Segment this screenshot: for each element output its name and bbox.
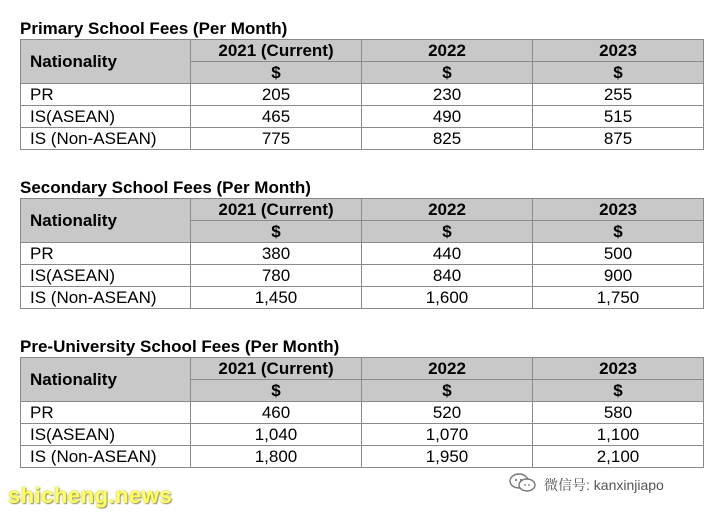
fees-table (20, 357, 704, 468)
year-header: 2023 (533, 358, 704, 380)
table-row (21, 265, 704, 287)
fee-cell: 1,600 (362, 287, 533, 309)
table-row (21, 243, 704, 265)
table-row (21, 106, 704, 128)
secondary-fees-section (20, 178, 704, 309)
currency-header: $ (362, 380, 533, 402)
nationality-header: Nationality (21, 358, 191, 402)
row-label: IS (Non-ASEAN) (21, 446, 191, 468)
section-title: Pre-University School Fees (Per Month) (20, 337, 340, 356)
table-row (21, 402, 704, 424)
fee-cell: 380 (191, 243, 362, 265)
year-header: 2023 (533, 199, 704, 221)
fee-cell: 1,040 (191, 424, 362, 446)
currency-header: $ (191, 221, 362, 243)
fee-cell: 465 (191, 106, 362, 128)
wechat-icon (508, 472, 538, 497)
row-label: IS (Non-ASEAN) (21, 287, 191, 309)
row-label: IS(ASEAN) (21, 106, 191, 128)
fee-cell: 460 (191, 402, 362, 424)
table-row (21, 424, 704, 446)
fee-cell: 840 (362, 265, 533, 287)
fees-table (20, 198, 704, 309)
fee-cell: 580 (533, 402, 704, 424)
year-header: 2021 (Current) (191, 199, 362, 221)
pre-university-fees-section (20, 337, 704, 468)
currency-header: $ (533, 62, 704, 84)
year-header: 2021 (Current) (191, 40, 362, 62)
watermark-left: shicheng.news (8, 483, 173, 508)
fee-cell: 490 (362, 106, 533, 128)
fee-cell: 205 (191, 84, 362, 106)
fee-cell: 1,070 (362, 424, 533, 446)
row-label: PR (21, 243, 191, 265)
fee-cell: 900 (533, 265, 704, 287)
currency-header: $ (362, 221, 533, 243)
year-header: 2021 (Current) (191, 358, 362, 380)
fee-cell: 875 (533, 128, 704, 150)
fee-cell: 1,800 (191, 446, 362, 468)
fee-cell: 255 (533, 84, 704, 106)
fee-cell: 440 (362, 243, 533, 265)
primary-fees-section (20, 19, 704, 150)
row-label: IS(ASEAN) (21, 424, 191, 446)
year-header: 2022 (362, 40, 533, 62)
fee-cell: 780 (191, 265, 362, 287)
table-row (21, 446, 704, 468)
fee-cell: 515 (533, 106, 704, 128)
fee-cell: 230 (362, 84, 533, 106)
fees-table (20, 39, 704, 150)
year-header: 2022 (362, 199, 533, 221)
currency-header: $ (191, 62, 362, 84)
fee-cell: 825 (362, 128, 533, 150)
fee-cell: 500 (533, 243, 704, 265)
wechat-id-text: 微信号: kanxinjiapo (544, 476, 664, 493)
fee-cell: 1,750 (533, 287, 704, 309)
row-label: PR (21, 402, 191, 424)
fee-cell: 775 (191, 128, 362, 150)
table-row (21, 128, 704, 150)
section-title: Primary School Fees (Per Month) (20, 19, 288, 38)
currency-header: $ (533, 380, 704, 402)
row-label: IS(ASEAN) (21, 265, 191, 287)
row-label: PR (21, 84, 191, 106)
fee-cell: 2,100 (533, 446, 704, 468)
section-title: Secondary School Fees (Per Month) (20, 178, 311, 197)
year-header: 2022 (362, 358, 533, 380)
fee-cell: 1,450 (191, 287, 362, 309)
currency-header: $ (191, 380, 362, 402)
watermark-right (508, 472, 664, 497)
table-row (21, 287, 704, 309)
row-label: IS (Non-ASEAN) (21, 128, 191, 150)
currency-header: $ (533, 221, 704, 243)
nationality-header: Nationality (21, 40, 191, 84)
currency-header: $ (362, 62, 533, 84)
fee-cell: 1,950 (362, 446, 533, 468)
fee-cell: 1,100 (533, 424, 704, 446)
table-row (21, 84, 704, 106)
year-header: 2023 (533, 40, 704, 62)
nationality-header: Nationality (21, 199, 191, 243)
fee-cell: 520 (362, 402, 533, 424)
